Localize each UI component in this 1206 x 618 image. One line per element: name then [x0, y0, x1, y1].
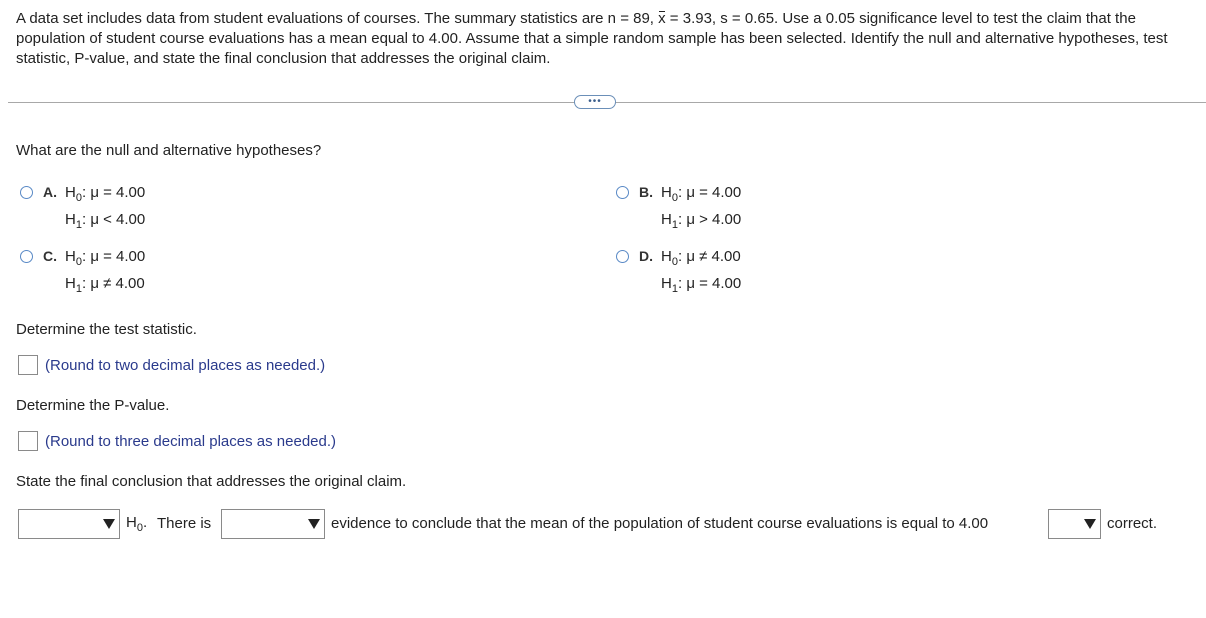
correct-text: correct. — [1107, 515, 1158, 532]
p-value-input[interactable] — [18, 431, 38, 451]
option-letter: D. — [639, 248, 653, 264]
test-statistic-input[interactable] — [18, 355, 38, 375]
null-hypothesis: $H_0$: μ = 4.00 — [661, 184, 742, 204]
evidence-dropdown[interactable] — [221, 509, 325, 539]
p-value-question: Determine the P-value. — [16, 397, 170, 414]
xbar-symbol: x — [658, 10, 666, 27]
hypotheses-question: What are the null and alternative hypotheses? — [16, 142, 322, 159]
reject-decision-dropdown[interactable] — [18, 509, 120, 539]
option-letter: B. — [639, 184, 653, 200]
problem-text-part1: A data set includes data from student evaluations of courses. The summary statistics are n = 89, — [16, 10, 659, 27]
h0-label: $H_0$. — [126, 514, 148, 534]
dropdown-arrow-icon — [308, 519, 320, 529]
option-a[interactable] — [20, 184, 145, 233]
option-b-hypotheses — [661, 179, 741, 233]
option-c[interactable] — [20, 248, 145, 297]
radio-option-b[interactable] — [616, 186, 629, 199]
test-statistic-question: Determine the test statistic. — [16, 321, 197, 338]
option-a-hypotheses — [65, 179, 145, 233]
dropdown-arrow-icon — [1084, 519, 1096, 529]
conclusion-question: State the final conclusion that addresses the original claim. — [16, 473, 407, 490]
radio-option-a[interactable] — [20, 186, 33, 199]
null-hypothesis: $H_0$: μ ≠ 4.00 — [661, 248, 741, 268]
alternative-hypothesis: $H_1$: μ = 4.00 — [661, 275, 742, 295]
option-letter: A. — [43, 184, 57, 200]
alternative-hypothesis: $H_1$: μ ≠ 4.00 — [65, 275, 145, 295]
option-b[interactable] — [616, 184, 741, 233]
there-is-text: There is — [157, 515, 212, 532]
dropdown-arrow-icon — [103, 519, 115, 529]
alternative-hypothesis: $H_1$: μ > 4.00 — [661, 211, 742, 231]
more-button[interactable]: ••• — [574, 95, 616, 109]
radio-option-c[interactable] — [20, 250, 33, 263]
problem-text-part2: = 3.93, s = 0.65. Use a 0.05 significance level to test the claim that the population of student course evaluations has a mean equal to 4.00. Assume that a simple random sample has been selected. Identify the null and alternative hypotheses, test statistic, P-value, and state the final conclusion that addresses the original claim. — [16, 10, 1168, 67]
alternative-hypothesis: $H_1$: μ < 4.00 — [65, 211, 146, 231]
option-d[interactable] — [616, 248, 741, 297]
null-hypothesis: $H_0$: μ = 4.00 — [65, 184, 146, 204]
problem-statement — [16, 9, 1196, 69]
option-c-hypotheses — [65, 243, 145, 297]
claim-dropdown[interactable] — [1048, 509, 1101, 539]
p-value-hint: (Round to three decimal places as needed.) — [45, 433, 337, 450]
radio-option-d[interactable] — [616, 250, 629, 263]
null-hypothesis: $H_0$: μ = 4.00 — [65, 248, 146, 268]
option-letter: C. — [43, 248, 57, 264]
test-statistic-hint: (Round to two decimal places as needed.) — [45, 357, 326, 374]
evidence-text: evidence to conclude that the mean of the population of student course evaluations is equal to 4.00 — [331, 515, 989, 532]
option-d-hypotheses — [661, 243, 741, 297]
